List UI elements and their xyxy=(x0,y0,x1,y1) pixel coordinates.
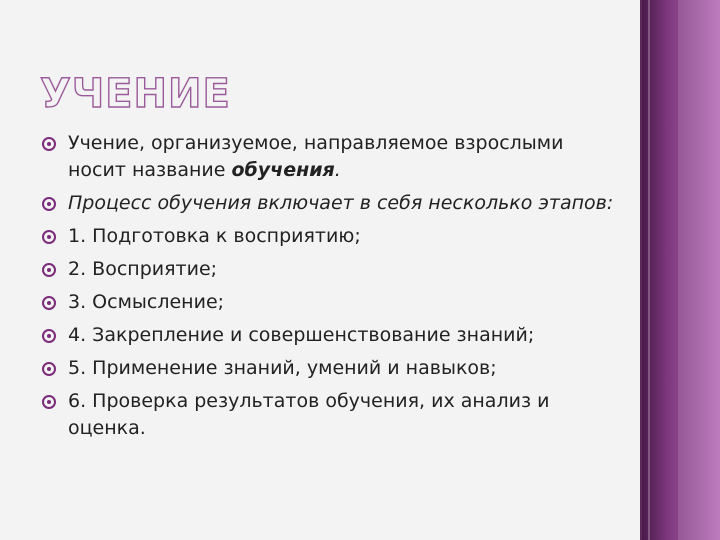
bullet-1-text-before: Учение, организуемое, направляемое взрослыми носит название xyxy=(68,132,564,181)
bullet-8-text: 6. Проверка результатов обучения, их анализ и оценка. xyxy=(68,390,550,439)
target-bullet-icon xyxy=(42,230,56,244)
bullet-3 xyxy=(42,223,617,250)
bullet-4-text: 2. Восприятие; xyxy=(68,258,218,280)
bullet-6 xyxy=(42,322,617,349)
target-bullet-icon xyxy=(42,137,56,151)
target-bullet-icon xyxy=(42,263,56,277)
target-bullet-icon xyxy=(42,362,56,376)
target-bullet-icon xyxy=(42,329,56,343)
bullet-2 xyxy=(42,190,617,217)
bullet-8 xyxy=(42,388,617,442)
bullet-1-text-after: . xyxy=(334,159,341,181)
bullet-2-text: Процесс обучения включает в себя несколько этапов: xyxy=(68,192,614,214)
decorative-side-panel xyxy=(640,0,720,540)
slide-title: УЧЕНИЕ xyxy=(40,71,231,117)
target-bullet-icon xyxy=(42,395,56,409)
bullet-3-text: 1. Подготовка к восприятию; xyxy=(68,225,361,247)
target-bullet-icon xyxy=(42,296,56,310)
target-bullet-icon xyxy=(42,197,56,211)
bullet-5-text: 3. Осмысление; xyxy=(68,291,225,313)
bullet-5 xyxy=(42,289,617,316)
bullet-7 xyxy=(42,355,617,382)
slide-content xyxy=(42,130,617,448)
bullet-1-emphasis: обучения xyxy=(231,159,335,181)
bullet-4 xyxy=(42,256,617,283)
bullet-6-text: 4. Закрепление и совершенствование знаний; xyxy=(68,324,535,346)
bullet-7-text: 5. Применение знаний, умений и навыков; xyxy=(68,357,497,379)
bullet-1 xyxy=(42,130,617,184)
